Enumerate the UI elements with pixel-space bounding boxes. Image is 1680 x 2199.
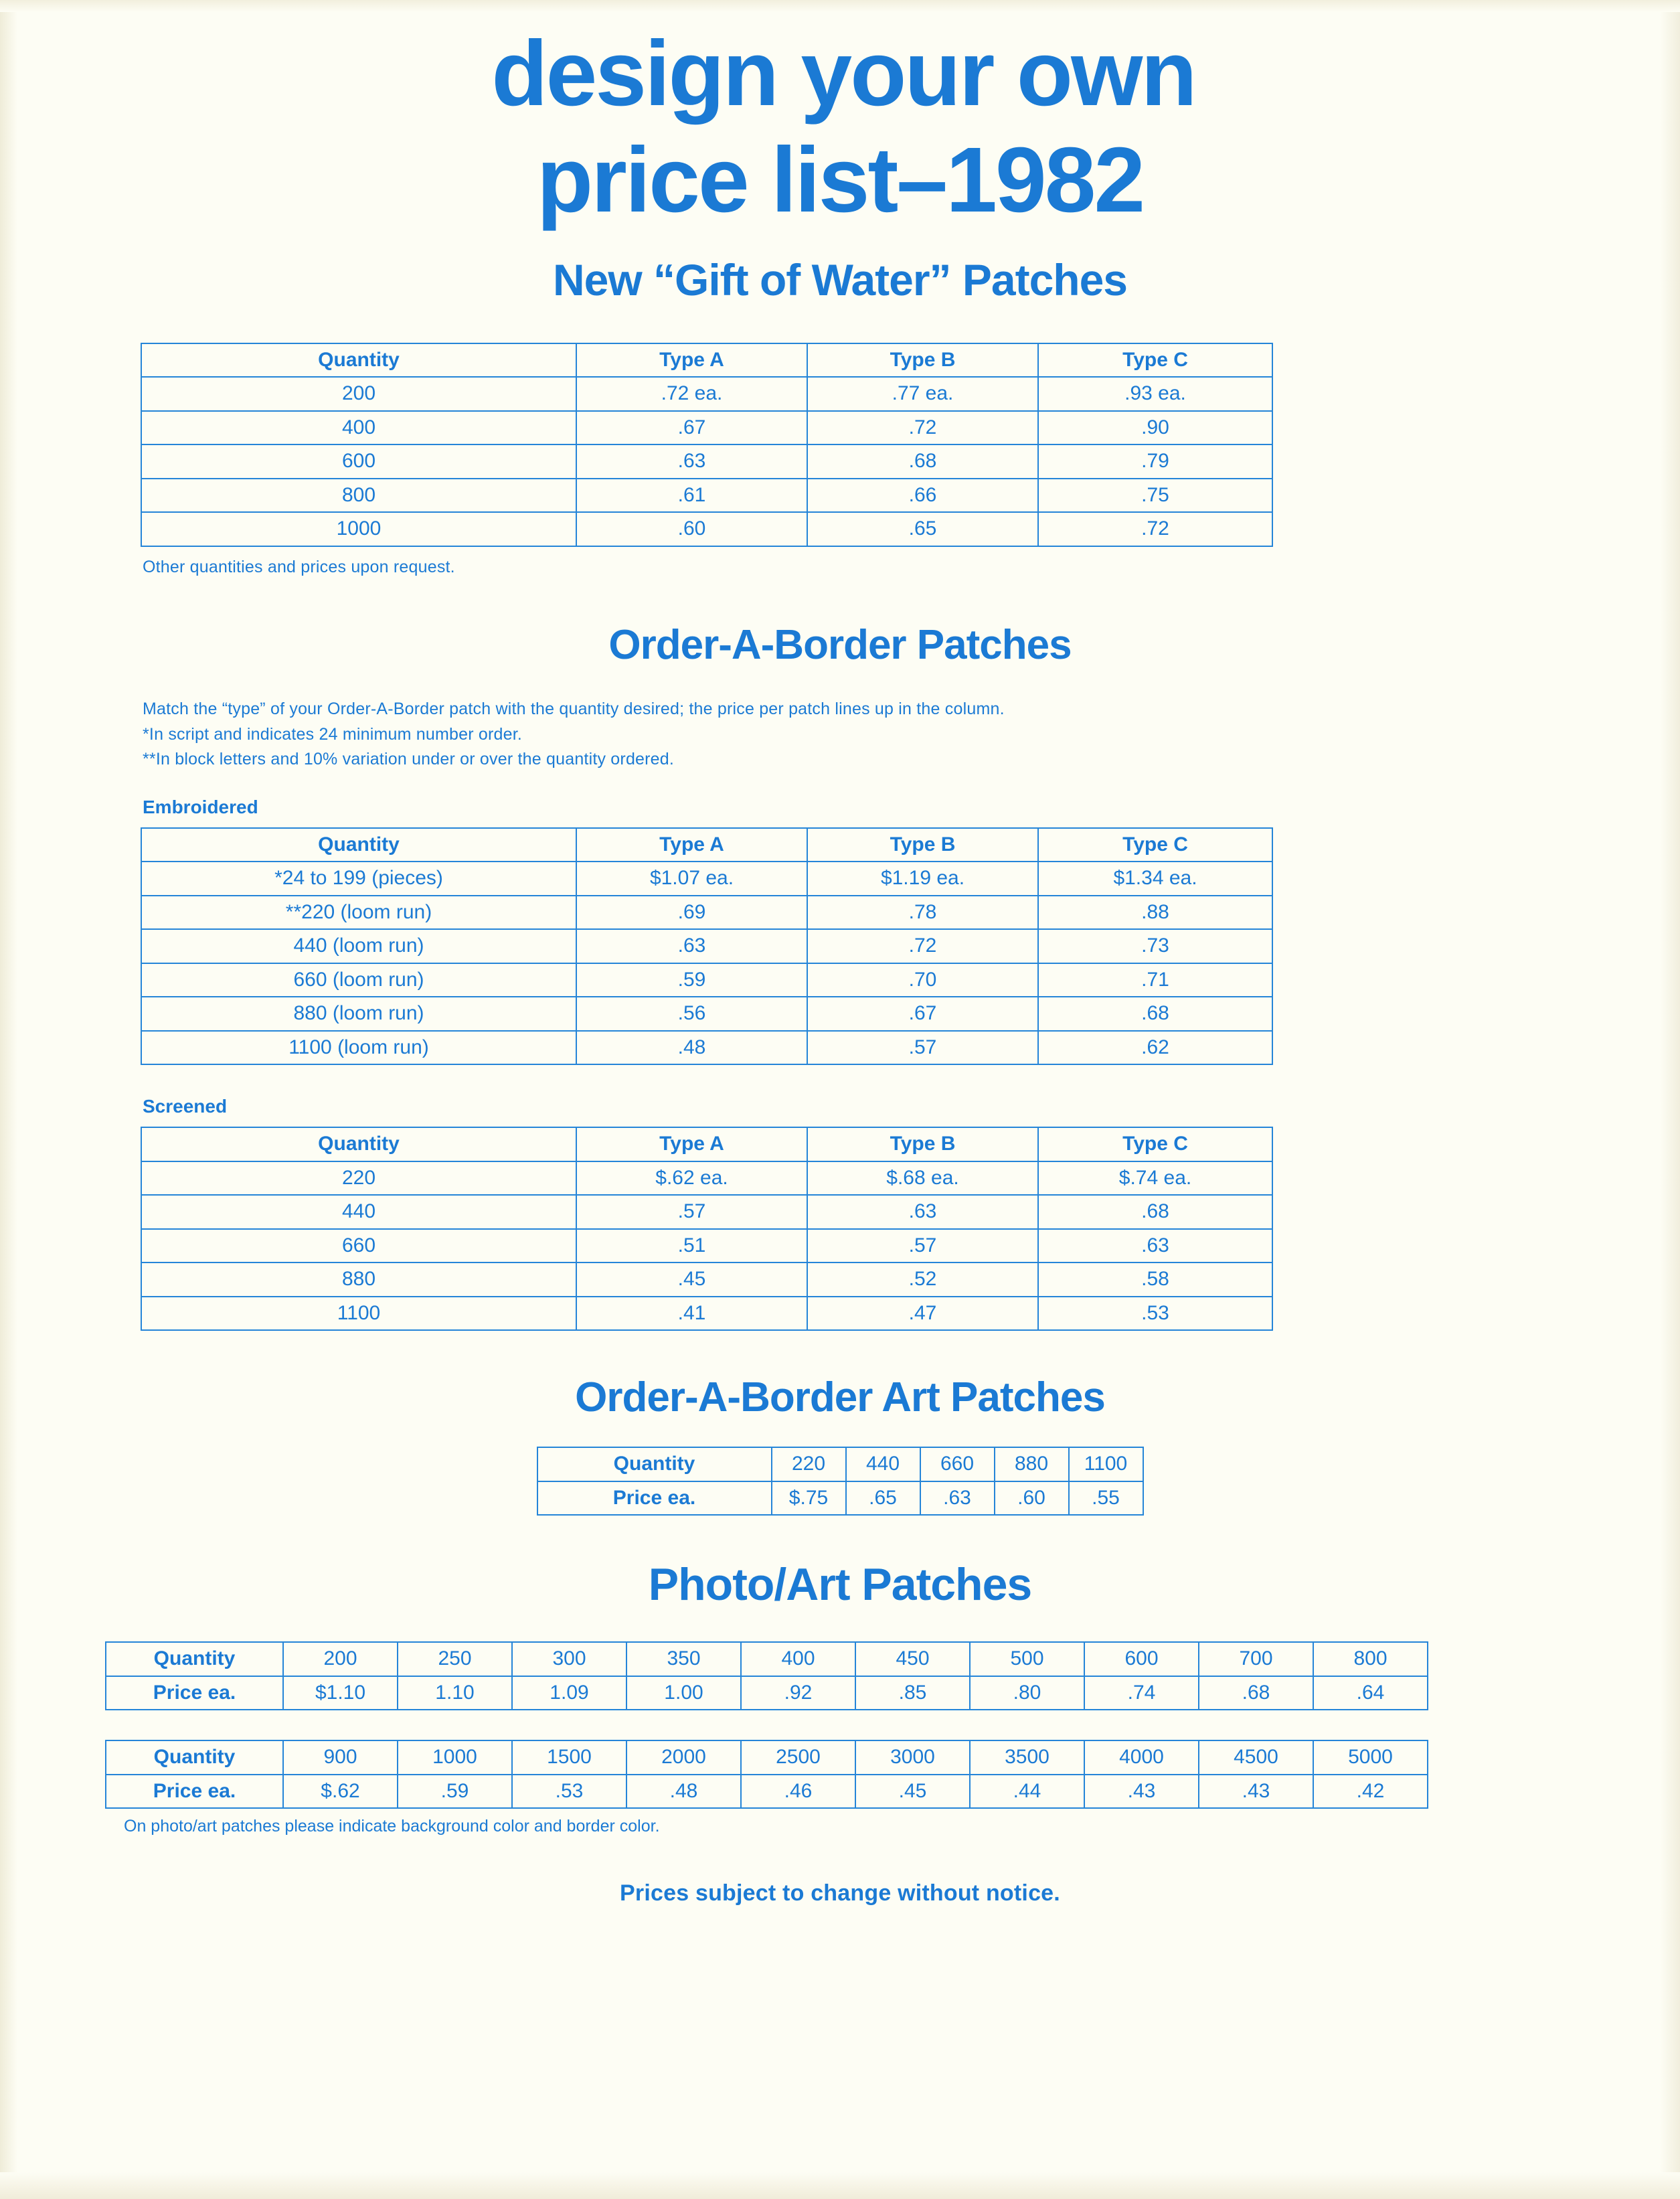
cell-quantity: 700 xyxy=(1199,1642,1313,1676)
cell-quantity: *24 to 199 (pieces) xyxy=(141,862,576,896)
photo-art-note: On photo/art patches please indicate background color and border color. xyxy=(124,1817,660,1836)
cell-quantity: 440 (loom run) xyxy=(141,929,576,963)
cell-type-b: .70 xyxy=(807,963,1038,997)
order-a-border-note-3: **In block letters and 10% variation under or over the quantity ordered. xyxy=(143,750,675,768)
photo-art-table-2 xyxy=(105,1740,1428,1809)
cell-quantity: 440 xyxy=(141,1195,576,1229)
cell-price: $.75 xyxy=(772,1481,846,1516)
cell-quantity: 500 xyxy=(970,1642,1084,1676)
cell-type-b: .72 xyxy=(807,929,1038,963)
cell-quantity: 800 xyxy=(1313,1642,1428,1676)
cell-quantity: 220 xyxy=(141,1161,576,1196)
column-header-type-b: Type B xyxy=(807,343,1038,378)
cell-type-c: .88 xyxy=(1038,896,1272,930)
cell-type-c: .79 xyxy=(1038,444,1272,479)
cell-type-b: .63 xyxy=(807,1195,1038,1229)
cell-type-b: .65 xyxy=(807,512,1038,546)
cell-quantity: 3500 xyxy=(970,1740,1084,1775)
cell-type-a: .56 xyxy=(576,997,807,1031)
cell-quantity: 440 xyxy=(846,1447,920,1481)
cell-price: .45 xyxy=(855,1775,970,1809)
cell-price: .63 xyxy=(920,1481,995,1516)
cell-type-b: .72 xyxy=(807,411,1038,445)
page-subtitle: New “Gift of Water” Patches xyxy=(552,254,1128,305)
cell-type-c: .68 xyxy=(1038,1195,1272,1229)
column-header-quantity: Quantity xyxy=(141,828,576,862)
cell-quantity: 4500 xyxy=(1199,1740,1313,1775)
row-label-price: Price ea. xyxy=(537,1481,772,1516)
cell-quantity: 300 xyxy=(512,1642,626,1676)
cell-type-a: .48 xyxy=(576,1031,807,1065)
cell-quantity: 1500 xyxy=(512,1740,626,1775)
cell-type-c: $1.34 ea. xyxy=(1038,862,1272,896)
cell-price: .85 xyxy=(855,1676,970,1710)
cell-type-b: .57 xyxy=(807,1031,1038,1065)
cell-type-a: .61 xyxy=(576,479,807,513)
page-title-line-2: price list–1982 xyxy=(536,128,1144,232)
art-patches-table xyxy=(537,1447,1144,1516)
cell-price: .53 xyxy=(512,1775,626,1809)
cell-quantity: 1000 xyxy=(398,1740,512,1775)
footer-disclaimer: Prices subject to change without notice. xyxy=(620,1880,1060,1906)
cell-type-a: .41 xyxy=(576,1297,807,1331)
cell-quantity: 880 xyxy=(995,1447,1069,1481)
table-row xyxy=(141,377,1272,411)
document-content xyxy=(124,0,1543,1906)
cell-type-b: .78 xyxy=(807,896,1038,930)
cell-price: 1.09 xyxy=(512,1676,626,1710)
cell-price: .68 xyxy=(1199,1676,1313,1710)
table-row xyxy=(141,1263,1272,1297)
cell-type-b: .67 xyxy=(807,997,1038,1031)
cell-type-b: .66 xyxy=(807,479,1038,513)
column-header-type-c: Type C xyxy=(1038,343,1272,378)
column-header-type-b: Type B xyxy=(807,828,1038,862)
cell-type-b: .47 xyxy=(807,1297,1038,1331)
cell-type-b: .68 xyxy=(807,444,1038,479)
order-a-border-note-2: *In script and indicates 24 minimum number order. xyxy=(143,724,523,744)
cell-type-b: .77 ea. xyxy=(807,377,1038,411)
paper-edge-right xyxy=(1660,0,1680,2199)
table-row xyxy=(141,896,1272,930)
row-label-quantity: Quantity xyxy=(537,1447,772,1481)
cell-price: .80 xyxy=(970,1676,1084,1710)
art-patches-heading: Order-A-Border Art Patches xyxy=(575,1374,1105,1420)
cell-quantity: 900 xyxy=(283,1740,398,1775)
embroidered-table xyxy=(141,827,1273,1066)
cell-price: .65 xyxy=(846,1481,920,1516)
table-row xyxy=(141,411,1272,445)
cell-type-c: .90 xyxy=(1038,411,1272,445)
cell-price: 1.10 xyxy=(398,1676,512,1710)
cell-type-c: .71 xyxy=(1038,963,1272,997)
cell-quantity: 450 xyxy=(855,1642,970,1676)
cell-quantity: 400 xyxy=(141,411,576,445)
column-header-type-c: Type C xyxy=(1038,828,1272,862)
row-label-price: Price ea. xyxy=(106,1676,283,1710)
cell-type-c: .62 xyxy=(1038,1031,1272,1065)
cell-type-a: .72 ea. xyxy=(576,377,807,411)
cell-type-b: $.68 ea. xyxy=(807,1161,1038,1196)
cell-type-b: .52 xyxy=(807,1263,1038,1297)
cell-quantity: 200 xyxy=(283,1642,398,1676)
cell-quantity: 5000 xyxy=(1313,1740,1428,1775)
cell-price: .43 xyxy=(1199,1775,1313,1809)
cell-type-c: .72 xyxy=(1038,512,1272,546)
cell-quantity: 660 xyxy=(920,1447,995,1481)
photo-art-heading: Photo/Art Patches xyxy=(648,1559,1032,1610)
cell-price: .48 xyxy=(626,1775,741,1809)
column-header-type-a: Type A xyxy=(576,343,807,378)
cell-type-a: $1.07 ea. xyxy=(576,862,807,896)
table-row xyxy=(141,444,1272,479)
table-row-quantity xyxy=(106,1740,1428,1775)
cell-type-c: .53 xyxy=(1038,1297,1272,1331)
cell-quantity: 880 xyxy=(141,1263,576,1297)
table-row xyxy=(141,1195,1272,1229)
gift-of-water-note: Other quantities and prices upon request. xyxy=(143,557,455,576)
cell-quantity: 660 (loom run) xyxy=(141,963,576,997)
cell-type-a: .63 xyxy=(576,444,807,479)
cell-type-a: .63 xyxy=(576,929,807,963)
cell-price: .42 xyxy=(1313,1775,1428,1809)
cell-type-c: .93 ea. xyxy=(1038,377,1272,411)
cell-type-a: .45 xyxy=(576,1263,807,1297)
table-row xyxy=(141,1297,1272,1331)
cell-price: .43 xyxy=(1084,1775,1199,1809)
order-a-border-heading: Order-A-Border Patches xyxy=(608,622,1072,668)
cell-type-a: .69 xyxy=(576,896,807,930)
cell-type-c: $.74 ea. xyxy=(1038,1161,1272,1196)
cell-quantity: 1100 (loom run) xyxy=(141,1031,576,1065)
cell-price: $1.10 xyxy=(283,1676,398,1710)
table-row xyxy=(141,479,1272,513)
table-row xyxy=(141,862,1272,896)
cell-type-c: .68 xyxy=(1038,997,1272,1031)
cell-type-a: .59 xyxy=(576,963,807,997)
table-row xyxy=(141,929,1272,963)
row-label-quantity: Quantity xyxy=(106,1642,283,1676)
cell-quantity: 3000 xyxy=(855,1740,970,1775)
table-row xyxy=(141,1031,1272,1065)
column-header-type-c: Type C xyxy=(1038,1127,1272,1161)
table-header-row xyxy=(141,1127,1272,1161)
cell-quantity: 400 xyxy=(741,1642,855,1676)
gift-of-water-table xyxy=(141,343,1273,547)
cell-type-a: $.62 ea. xyxy=(576,1161,807,1196)
cell-quantity: 660 xyxy=(141,1229,576,1263)
cell-quantity: **220 (loom run) xyxy=(141,896,576,930)
cell-quantity: 600 xyxy=(141,444,576,479)
cell-quantity: 250 xyxy=(398,1642,512,1676)
cell-price: .60 xyxy=(995,1481,1069,1516)
screened-label: Screened xyxy=(143,1096,228,1117)
cell-type-c: .75 xyxy=(1038,479,1272,513)
cell-type-a: .51 xyxy=(576,1229,807,1263)
cell-type-c: .63 xyxy=(1038,1229,1272,1263)
cell-quantity: 1000 xyxy=(141,512,576,546)
cell-quantity: 350 xyxy=(626,1642,741,1676)
table-row-price xyxy=(106,1676,1428,1710)
cell-quantity: 1100 xyxy=(1069,1447,1143,1481)
cell-price: .59 xyxy=(398,1775,512,1809)
row-label-quantity: Quantity xyxy=(106,1740,283,1775)
cell-price: .92 xyxy=(741,1676,855,1710)
column-header-type-b: Type B xyxy=(807,1127,1038,1161)
cell-quantity: 1100 xyxy=(141,1297,576,1331)
cell-type-a: .60 xyxy=(576,512,807,546)
table-row-quantity xyxy=(106,1642,1428,1676)
screened-table xyxy=(141,1127,1273,1331)
row-label-price: Price ea. xyxy=(106,1775,283,1809)
cell-quantity: 600 xyxy=(1084,1642,1199,1676)
cell-type-a: .57 xyxy=(576,1195,807,1229)
table-row-quantity xyxy=(537,1447,1143,1481)
photo-art-table-1 xyxy=(105,1641,1428,1710)
table-row xyxy=(141,512,1272,546)
cell-price: 1.00 xyxy=(626,1676,741,1710)
cell-type-b: .57 xyxy=(807,1229,1038,1263)
cell-quantity: 800 xyxy=(141,479,576,513)
column-header-type-a: Type A xyxy=(576,828,807,862)
table-row-price xyxy=(537,1481,1143,1516)
cell-price: $.62 xyxy=(283,1775,398,1809)
table-header-row xyxy=(141,343,1272,378)
cell-type-b: $1.19 ea. xyxy=(807,862,1038,896)
cell-price: .74 xyxy=(1084,1676,1199,1710)
cell-type-c: .73 xyxy=(1038,929,1272,963)
table-row xyxy=(141,997,1272,1031)
paper-edge-bottom xyxy=(0,2172,1680,2199)
cell-type-c: .58 xyxy=(1038,1263,1272,1297)
cell-quantity: 880 (loom run) xyxy=(141,997,576,1031)
table-header-row xyxy=(141,828,1272,862)
order-a-border-note-1: Match the “type” of your Order-A-Border patch with the quantity desired; the price per patch lines up in the column. xyxy=(143,700,1005,718)
table-row-price xyxy=(106,1775,1428,1809)
cell-quantity: 2500 xyxy=(741,1740,855,1775)
table-row xyxy=(141,963,1272,997)
cell-quantity: 220 xyxy=(772,1447,846,1481)
page-title-line-1: design your own xyxy=(491,22,1195,125)
paper-edge-left xyxy=(0,0,17,2199)
cell-type-a: .67 xyxy=(576,411,807,445)
cell-quantity: 4000 xyxy=(1084,1740,1199,1775)
cell-price: .64 xyxy=(1313,1676,1428,1710)
column-header-quantity: Quantity xyxy=(141,343,576,378)
cell-price: .46 xyxy=(741,1775,855,1809)
column-header-quantity: Quantity xyxy=(141,1127,576,1161)
table-row xyxy=(141,1229,1272,1263)
cell-price: .55 xyxy=(1069,1481,1143,1516)
cell-price: .44 xyxy=(970,1775,1084,1809)
column-header-type-a: Type A xyxy=(576,1127,807,1161)
cell-quantity: 2000 xyxy=(626,1740,741,1775)
embroidered-label: Embroidered xyxy=(143,796,258,817)
table-row xyxy=(141,1161,1272,1196)
cell-quantity: 200 xyxy=(141,377,576,411)
